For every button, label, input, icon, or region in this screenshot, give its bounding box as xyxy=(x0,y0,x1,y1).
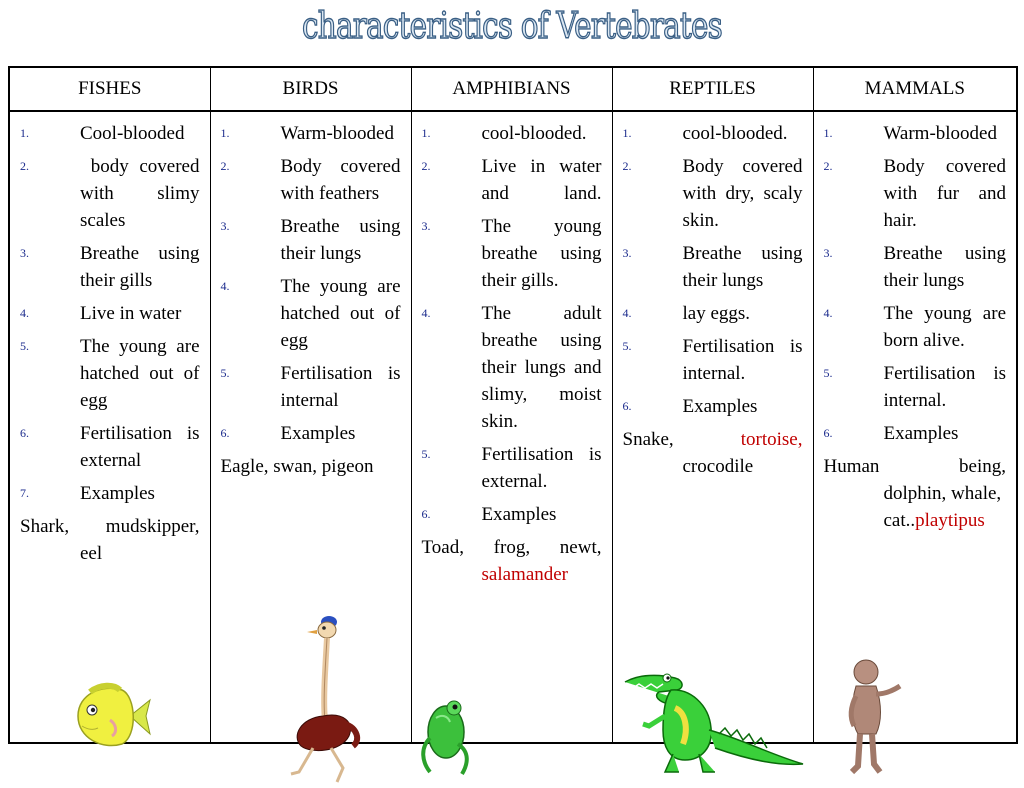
item-text: Live in water xyxy=(80,303,182,324)
item-number: 6. xyxy=(421,507,431,521)
list-item xyxy=(20,120,200,147)
examples-line: Shark, mudskipper, xyxy=(20,516,200,537)
item-number: 2. xyxy=(20,159,29,173)
item-number: 5. xyxy=(20,339,29,353)
list-item xyxy=(221,360,401,414)
item-number: 2. xyxy=(220,159,230,173)
item-number: 3. xyxy=(622,246,632,260)
item-text: Fertilisation is internal. xyxy=(883,363,1006,411)
header-row xyxy=(9,67,1017,111)
item-text: Breathe using their lungs xyxy=(883,243,1006,291)
list-item xyxy=(422,441,602,495)
fishes-column xyxy=(9,111,210,743)
examples-line: crocodile xyxy=(682,456,754,477)
item-number: 3. xyxy=(823,246,833,260)
item-number: 3. xyxy=(20,246,29,260)
list-item xyxy=(221,120,401,147)
item-number: 4. xyxy=(20,306,29,320)
list-item xyxy=(623,300,803,327)
examples-line: Toad, frog, newt, xyxy=(421,537,602,558)
list-item xyxy=(20,153,205,234)
header-fishes: FISHES xyxy=(9,67,210,111)
list-item xyxy=(221,213,401,267)
item-number: 1. xyxy=(421,126,431,140)
reptiles-list xyxy=(623,120,803,420)
item-text: Fertilisation is external. xyxy=(481,444,602,492)
item-number: 4. xyxy=(823,306,833,320)
fish-icon xyxy=(72,680,152,752)
item-number: 2. xyxy=(823,159,833,173)
header-amphibians: AMPHIBIANS xyxy=(411,67,612,111)
item-text: Fertilisation is internal xyxy=(280,363,401,411)
mammals-examples xyxy=(824,453,1007,534)
item-number: 6. xyxy=(220,426,230,440)
item-text: Breathe using their lungs xyxy=(682,243,803,291)
list-item xyxy=(824,360,1007,414)
vertebrates-table xyxy=(8,66,1018,744)
item-text: Examples xyxy=(80,483,155,504)
list-item xyxy=(824,420,1007,447)
examples-line: Snake, xyxy=(622,429,674,450)
item-text: Warm-blooded xyxy=(280,123,394,144)
page-title: characteristics of Vertebrates xyxy=(302,6,722,47)
header-birds: BIRDS xyxy=(210,67,411,111)
item-text: The adult breathe using their lungs and slimy, moist skin. xyxy=(481,303,602,432)
list-item xyxy=(824,153,1007,234)
list-item xyxy=(20,420,200,474)
item-text: Live in water and land. xyxy=(481,156,602,204)
examples-line: Eagle, swan, pigeon xyxy=(220,456,374,477)
examples-line: dolphin, whale, xyxy=(883,483,1002,504)
item-number: 4. xyxy=(421,306,431,320)
list-item xyxy=(824,300,1007,354)
examples-highlight: playtipus xyxy=(915,510,985,531)
list-item xyxy=(221,153,401,207)
birds-examples xyxy=(221,453,401,480)
list-item xyxy=(20,480,200,507)
reptiles-examples xyxy=(623,426,803,480)
item-number: 1. xyxy=(20,126,29,140)
list-item xyxy=(20,240,200,294)
item-text: Fertilisation is internal. xyxy=(682,336,803,384)
item-number: 5. xyxy=(622,339,632,353)
list-item xyxy=(20,333,200,414)
item-text: Cool-blooded xyxy=(80,123,185,144)
examples-line: cat.. xyxy=(883,510,916,531)
item-number: 1. xyxy=(622,126,632,140)
item-text: The young are hatched out of egg xyxy=(80,336,200,411)
item-text: Examples xyxy=(883,423,959,444)
examples-line: eel xyxy=(80,543,103,564)
list-item xyxy=(623,240,803,294)
list-item xyxy=(422,120,602,147)
ostrich-icon xyxy=(287,612,367,788)
item-text: The young breathe using their gills. xyxy=(481,216,602,291)
item-text: The young are hatched out of egg xyxy=(280,276,401,351)
fishes-examples xyxy=(20,513,200,567)
item-number: 6. xyxy=(823,426,833,440)
item-number: 4. xyxy=(622,306,632,320)
item-text: Breathe using their gills xyxy=(80,243,200,291)
list-item xyxy=(623,333,803,387)
examples-line: Human being, xyxy=(823,456,1006,477)
list-item xyxy=(422,300,602,435)
list-item xyxy=(623,153,803,234)
list-item xyxy=(422,501,602,528)
item-number: 1. xyxy=(220,126,230,140)
item-number: 2. xyxy=(421,159,431,173)
content-row xyxy=(9,111,1017,743)
crocodile-icon xyxy=(619,668,805,778)
item-text: body covered with slimy scales xyxy=(80,156,205,231)
examples-highlight: tortoise, xyxy=(740,429,803,450)
item-number: 7. xyxy=(20,486,29,500)
item-text: Warm-blooded xyxy=(883,123,997,144)
list-item xyxy=(221,420,401,447)
item-text: lay eggs. xyxy=(682,303,751,324)
item-text: cool-blooded. xyxy=(682,123,788,144)
birds-column xyxy=(210,111,411,743)
list-item xyxy=(422,153,602,207)
baby-icon xyxy=(842,656,906,780)
list-item xyxy=(422,213,602,294)
item-number: 6. xyxy=(622,399,632,413)
item-number: 3. xyxy=(220,219,230,233)
item-text: Examples xyxy=(280,423,356,444)
list-item xyxy=(824,120,1007,147)
item-text: The young are born alive. xyxy=(883,303,1006,351)
item-text: Examples xyxy=(481,504,557,525)
mammals-list xyxy=(824,120,1007,447)
item-text: cool-blooded. xyxy=(481,123,587,144)
item-text: Examples xyxy=(682,396,758,417)
header-mammals: MAMMALS xyxy=(813,67,1017,111)
amphibians-list xyxy=(422,120,602,528)
list-item xyxy=(623,120,803,147)
list-item xyxy=(221,273,401,354)
item-number: 3. xyxy=(421,219,431,233)
item-number: 2. xyxy=(622,159,632,173)
list-item xyxy=(824,240,1007,294)
item-number: 5. xyxy=(220,366,230,380)
birds-list xyxy=(221,120,401,447)
header-reptiles: REPTILES xyxy=(612,67,813,111)
fishes-list xyxy=(20,120,205,507)
item-number: 5. xyxy=(421,447,431,461)
list-item xyxy=(20,300,200,327)
item-text: Body covered with feathers xyxy=(280,156,401,204)
mammals-column xyxy=(813,111,1017,743)
item-number: 5. xyxy=(823,366,833,380)
frog-icon xyxy=(418,688,474,778)
item-text: Body covered with dry, scaly skin. xyxy=(682,156,803,231)
item-number: 4. xyxy=(220,279,230,293)
list-item xyxy=(623,393,803,420)
item-text: Breathe using their lungs xyxy=(280,216,401,264)
amphibians-examples xyxy=(422,534,602,588)
item-number: 1. xyxy=(823,126,833,140)
reptiles-column xyxy=(612,111,813,743)
item-text: Body covered with fur and hair. xyxy=(883,156,1006,231)
examples-highlight: salamander xyxy=(481,564,569,585)
amphibians-column xyxy=(411,111,612,743)
item-number: 6. xyxy=(20,426,29,440)
item-text: Fertilisation is external xyxy=(80,423,200,471)
